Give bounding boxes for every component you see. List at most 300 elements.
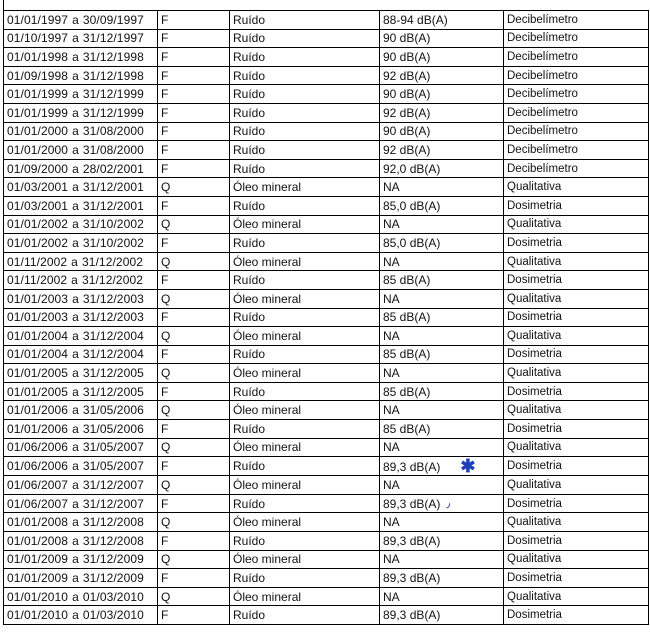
period-separator: a [72, 515, 79, 530]
type-cell-text: Q [161, 552, 171, 567]
type-cell-text: F [161, 235, 169, 250]
technique-cell-text: Dosimetria [507, 572, 562, 585]
technique-cell-text: Decibelímetro [507, 88, 578, 101]
technique-cell [504, 103, 649, 122]
technique-cell-text: Qualitativa [507, 181, 562, 194]
technique-cell [504, 345, 649, 364]
period-cell [4, 159, 158, 178]
type-cell [158, 66, 230, 85]
intensity-cell-text: 85 dB(A) [383, 384, 431, 399]
period-cell [4, 308, 158, 327]
intensity-cell [380, 271, 504, 290]
table-top-edge [3, 0, 649, 10]
technique-cell [504, 215, 649, 234]
table-row [4, 308, 649, 327]
agent-cell [230, 569, 380, 588]
technique-cell-text: Qualitativa [507, 479, 562, 492]
intensity-cell-text: 90 dB(A) [383, 31, 431, 46]
technique-cell [504, 438, 649, 457]
period-end: 31/12/2003 [82, 310, 144, 325]
table-row [4, 271, 649, 290]
period-separator: a [72, 440, 79, 455]
period-separator: a [72, 87, 79, 102]
period-cell [4, 532, 158, 551]
period-start: 01/03/2001 [7, 180, 69, 195]
intensity-cell [380, 438, 504, 457]
intensity-cell [380, 606, 504, 625]
technique-cell [504, 457, 649, 476]
table-row [4, 587, 649, 606]
intensity-cell-text: 92 dB(A) [383, 142, 431, 157]
period-end: 31/12/2009 [82, 552, 144, 567]
period-separator: a [72, 49, 79, 64]
period-cell [4, 85, 158, 104]
agent-cell [230, 196, 380, 215]
period-separator: a [71, 254, 78, 269]
period-end: 30/09/1997 [82, 12, 144, 27]
type-cell-text: Q [161, 217, 171, 232]
technique-cell [504, 476, 649, 495]
intensity-cell [380, 364, 504, 383]
period-separator: a [72, 31, 79, 46]
period-cell [4, 141, 158, 160]
period-cell [4, 234, 158, 253]
table-row [4, 513, 649, 532]
intensity-cell [380, 401, 504, 420]
type-cell-text: F [161, 347, 169, 362]
intensity-cell [380, 159, 504, 178]
period-start: 01/01/2002 [7, 235, 69, 250]
period-separator: a [72, 310, 79, 325]
exposure-table [3, 10, 649, 625]
agent-cell [230, 364, 380, 383]
intensity-cell [380, 252, 504, 271]
period-cell [4, 438, 158, 457]
type-cell [158, 364, 230, 383]
type-cell [158, 606, 230, 625]
period-start: 01/11/2002 [7, 273, 68, 288]
agent-cell [230, 103, 380, 122]
technique-cell-text: Qualitativa [507, 404, 562, 417]
technique-cell-text: Dosimetria [507, 236, 562, 249]
period-start: 01/01/2009 [7, 571, 69, 586]
technique-cell [504, 364, 649, 383]
agent-cell-text: Óleo mineral [233, 180, 302, 195]
period-end: 31/12/2002 [81, 273, 144, 288]
intensity-cell [380, 569, 504, 588]
technique-cell [504, 401, 649, 420]
period-end: 28/02/2001 [82, 161, 144, 176]
agent-cell [230, 271, 380, 290]
period-cell [4, 606, 158, 625]
technique-cell-text: Dosimetria [507, 609, 562, 622]
agent-cell [230, 141, 380, 160]
type-cell [158, 327, 230, 346]
period-start: 01/01/1999 [7, 105, 69, 120]
period-cell [4, 550, 158, 569]
period-end: 31/12/2009 [82, 571, 144, 586]
type-cell [158, 85, 230, 104]
technique-cell [504, 252, 649, 271]
type-cell-text: F [161, 87, 169, 102]
period-separator: a [72, 68, 79, 83]
period-cell [4, 48, 158, 67]
type-cell-text: F [161, 12, 169, 27]
technique-cell [504, 48, 649, 67]
agent-cell-text: Ruído [233, 49, 266, 64]
period-separator: a [72, 459, 79, 474]
period-end: 31/12/2005 [82, 366, 144, 381]
technique-cell [504, 327, 649, 346]
technique-cell [504, 308, 649, 327]
type-cell-text: Q [161, 478, 171, 493]
period-separator: a [72, 533, 79, 548]
period-start: 01/01/1997 [7, 12, 69, 27]
agent-cell-text: Ruído [233, 31, 266, 46]
type-cell-text: Q [161, 291, 171, 306]
type-cell [158, 196, 230, 215]
technique-cell-text: Decibelímetro [507, 50, 578, 63]
intensity-cell-text: NA [383, 515, 400, 530]
technique-cell [504, 234, 649, 253]
type-cell-text: F [161, 161, 169, 176]
technique-cell-text: Qualitativa [507, 292, 562, 305]
type-cell-text: F [161, 142, 169, 157]
intensity-cell [380, 11, 504, 30]
period-cell [4, 178, 158, 197]
agent-cell [230, 401, 380, 420]
type-cell [158, 476, 230, 495]
agent-cell [230, 178, 380, 197]
agent-cell [230, 252, 380, 271]
technique-cell-text: Dosimetria [507, 534, 562, 547]
type-cell [158, 569, 230, 588]
agent-cell [230, 11, 380, 30]
period-cell [4, 66, 158, 85]
period-cell [4, 457, 158, 476]
period-end: 31/12/2007 [82, 478, 144, 493]
intensity-cell-text: NA [383, 180, 400, 195]
technique-cell-text: Dosimetria [507, 497, 562, 510]
agent-cell-text: Ruído [233, 198, 266, 213]
intensity-cell [380, 85, 504, 104]
period-end: 31/10/2002 [82, 235, 144, 250]
table-row [4, 122, 649, 141]
table-row [4, 494, 649, 513]
technique-cell-text: Decibelímetro [507, 162, 578, 175]
intensity-cell-text: 92,0 dB(A) [383, 161, 441, 176]
intensity-cell-text: 85,0 dB(A) [383, 198, 441, 213]
period-end: 31/12/2002 [81, 254, 144, 269]
type-cell [158, 234, 230, 253]
period-separator: a [72, 217, 79, 232]
type-cell [158, 587, 230, 606]
type-cell-text: Q [161, 254, 171, 269]
type-cell [158, 308, 230, 327]
technique-cell [504, 606, 649, 625]
period-end: 31/05/2006 [82, 421, 144, 436]
period-cell [4, 11, 158, 30]
agent-cell-text: Óleo mineral [233, 478, 302, 493]
agent-cell [230, 48, 380, 67]
agent-cell [230, 122, 380, 141]
period-start: 01/01/2003 [7, 310, 69, 325]
type-cell [158, 289, 230, 308]
intensity-cell [380, 122, 504, 141]
intensity-cell [380, 141, 504, 160]
period-separator: a [72, 608, 79, 623]
intensity-cell-text: NA [383, 254, 400, 269]
intensity-cell [380, 215, 504, 234]
period-cell [4, 215, 158, 234]
intensity-cell [380, 587, 504, 606]
period-end: 31/05/2006 [82, 403, 144, 418]
table-row [4, 476, 649, 495]
intensity-cell-text: NA [383, 478, 400, 493]
period-start: 01/01/2005 [7, 384, 69, 399]
agent-cell-text: Ruído [233, 310, 266, 325]
period-cell [4, 476, 158, 495]
intensity-cell-text: 90 dB(A) [383, 87, 431, 102]
table-row [4, 382, 649, 401]
table-row [4, 159, 649, 178]
intensity-cell [380, 103, 504, 122]
table-row [4, 66, 649, 85]
table-row [4, 289, 649, 308]
type-cell [158, 271, 230, 290]
type-cell-text: F [161, 273, 169, 288]
period-separator: a [72, 124, 79, 139]
table-row [4, 48, 649, 67]
technique-cell [504, 382, 649, 401]
type-cell-text: F [161, 533, 169, 548]
technique-cell [504, 29, 649, 48]
technique-cell [504, 569, 649, 588]
period-cell [4, 271, 158, 290]
technique-cell [504, 494, 649, 513]
agent-cell [230, 327, 380, 346]
period-separator: a [72, 328, 79, 343]
period-separator: a [72, 105, 79, 120]
handwritten-asterisk-icon: ✱ [460, 456, 476, 476]
technique-cell-text: Qualitativa [507, 255, 562, 268]
table-row [4, 103, 649, 122]
agent-cell-text: Ruído [233, 496, 266, 511]
intensity-cell-text: NA [383, 403, 400, 418]
period-start: 01/06/2006 [7, 440, 69, 455]
period-separator: a [72, 198, 79, 213]
period-end: 31/12/1999 [82, 105, 144, 120]
agent-cell-text: Ruído [233, 608, 266, 623]
table-row [4, 29, 649, 48]
period-end: 31/12/1998 [82, 68, 144, 83]
intensity-cell [380, 513, 504, 532]
technique-cell [504, 532, 649, 551]
handwritten-dot-icon: ٫ [446, 495, 451, 510]
period-start: 01/01/2004 [7, 328, 69, 343]
intensity-cell [380, 178, 504, 197]
period-separator: a [72, 12, 79, 27]
type-cell [158, 457, 230, 476]
agent-cell-text: Ruído [233, 421, 266, 436]
period-start: 01/06/2007 [7, 496, 69, 511]
agent-cell-text: Óleo mineral [233, 552, 302, 567]
table-row [4, 196, 649, 215]
intensity-cell-text: 85 dB(A) [383, 310, 431, 325]
technique-cell-text: Qualitativa [507, 218, 562, 231]
intensity-cell-text: NA [383, 440, 400, 455]
period-cell [4, 364, 158, 383]
agent-cell [230, 289, 380, 308]
intensity-cell-text: 90 dB(A) [383, 124, 431, 139]
agent-cell-text: Ruído [233, 235, 266, 250]
agent-cell-text: Ruído [233, 533, 266, 548]
type-cell [158, 401, 230, 420]
period-cell [4, 569, 158, 588]
table-row [4, 85, 649, 104]
type-cell [158, 29, 230, 48]
period-start: 01/01/2004 [7, 347, 69, 362]
type-cell [158, 345, 230, 364]
intensity-cell-text: 90 dB(A) [383, 49, 431, 64]
type-cell-text: F [161, 496, 169, 511]
agent-cell [230, 382, 380, 401]
agent-cell-text: Ruído [233, 273, 266, 288]
intensity-cell-text: NA [383, 328, 400, 343]
type-cell-text: Q [161, 180, 171, 195]
intensity-cell-text: NA [383, 217, 400, 232]
period-separator: a [72, 142, 79, 157]
period-end: 31/12/2007 [82, 496, 144, 511]
period-cell [4, 345, 158, 364]
period-end: 01/03/2010 [82, 589, 144, 604]
agent-cell-text: Ruído [233, 571, 266, 586]
period-start: 01/06/2006 [7, 459, 69, 474]
table-row [4, 420, 649, 439]
period-cell [4, 196, 158, 215]
technique-cell [504, 11, 649, 30]
period-cell [4, 587, 158, 606]
table-row [4, 345, 649, 364]
type-cell [158, 178, 230, 197]
period-separator: a [72, 347, 79, 362]
type-cell [158, 159, 230, 178]
intensity-cell [380, 66, 504, 85]
period-start: 01/01/2010 [7, 589, 69, 604]
table-row [4, 215, 649, 234]
agent-cell [230, 159, 380, 178]
type-cell-text: F [161, 459, 169, 474]
type-cell-text: F [161, 68, 169, 83]
period-start: 01/03/2001 [7, 198, 69, 213]
technique-cell [504, 85, 649, 104]
technique-cell-text: Dosimetria [507, 348, 562, 361]
period-start: 01/01/2002 [7, 217, 69, 232]
intensity-cell [380, 550, 504, 569]
table-row [4, 401, 649, 420]
type-cell-text: F [161, 31, 169, 46]
type-cell [158, 122, 230, 141]
period-end: 31/12/2008 [82, 515, 144, 530]
period-cell [4, 103, 158, 122]
period-cell [4, 420, 158, 439]
technique-cell-text: Qualitativa [507, 441, 562, 454]
period-end: 31/08/2000 [82, 142, 144, 157]
agent-cell-text: Óleo mineral [233, 403, 302, 418]
table-row [4, 550, 649, 569]
technique-cell [504, 420, 649, 439]
agent-cell [230, 438, 380, 457]
agent-cell-text: Óleo mineral [233, 366, 302, 381]
technique-cell-text: Decibelímetro [507, 125, 578, 138]
type-cell-text: F [161, 608, 169, 623]
period-end: 31/08/2000 [82, 124, 144, 139]
table-row [4, 569, 649, 588]
agent-cell [230, 550, 380, 569]
type-cell [158, 141, 230, 160]
period-end: 31/10/2002 [82, 217, 144, 232]
agent-cell [230, 85, 380, 104]
intensity-cell-text: 89,3 dB(A) [383, 533, 441, 548]
intensity-cell-text: NA [383, 291, 400, 306]
period-end: 31/12/2001 [82, 198, 144, 213]
agent-cell-text: Ruído [233, 142, 266, 157]
period-cell [4, 494, 158, 513]
period-separator: a [72, 496, 79, 511]
intensity-cell-text: NA [383, 552, 400, 567]
intensity-cell [380, 308, 504, 327]
period-end: 31/12/2004 [82, 347, 144, 362]
type-cell [158, 215, 230, 234]
period-separator: a [72, 235, 79, 250]
intensity-cell-text: 85 dB(A) [383, 273, 431, 288]
technique-cell-text: Dosimetria [507, 422, 562, 435]
type-cell-text: Q [161, 440, 171, 455]
type-cell-text: F [161, 310, 169, 325]
type-cell [158, 252, 230, 271]
period-start: 01/01/2009 [7, 552, 69, 567]
intensity-cell [380, 420, 504, 439]
period-start: 01/09/1998 [7, 68, 69, 83]
intensity-cell [380, 476, 504, 495]
period-start: 01/01/2008 [7, 533, 69, 548]
table-row [4, 178, 649, 197]
agent-cell [230, 345, 380, 364]
type-cell-text: F [161, 421, 169, 436]
technique-cell-text: Dosimetria [507, 460, 562, 473]
period-start: 01/01/2003 [7, 291, 69, 306]
agent-cell-text: Ruído [233, 124, 266, 139]
technique-cell [504, 159, 649, 178]
type-cell [158, 382, 230, 401]
intensity-cell [380, 234, 504, 253]
technique-cell [504, 550, 649, 569]
intensity-cell [380, 289, 504, 308]
technique-cell [504, 271, 649, 290]
agent-cell-text: Ruído [233, 459, 266, 474]
table-row [4, 234, 649, 253]
technique-cell-text: Decibelímetro [507, 32, 578, 45]
intensity-cell [380, 494, 504, 513]
period-cell [4, 289, 158, 308]
technique-cell [504, 289, 649, 308]
intensity-cell-text: 85,0 dB(A) [383, 235, 441, 250]
period-start: 01/01/1998 [7, 49, 69, 64]
period-cell [4, 122, 158, 141]
period-separator: a [72, 403, 79, 418]
type-cell-text: Q [161, 366, 171, 381]
intensity-cell [380, 532, 504, 551]
